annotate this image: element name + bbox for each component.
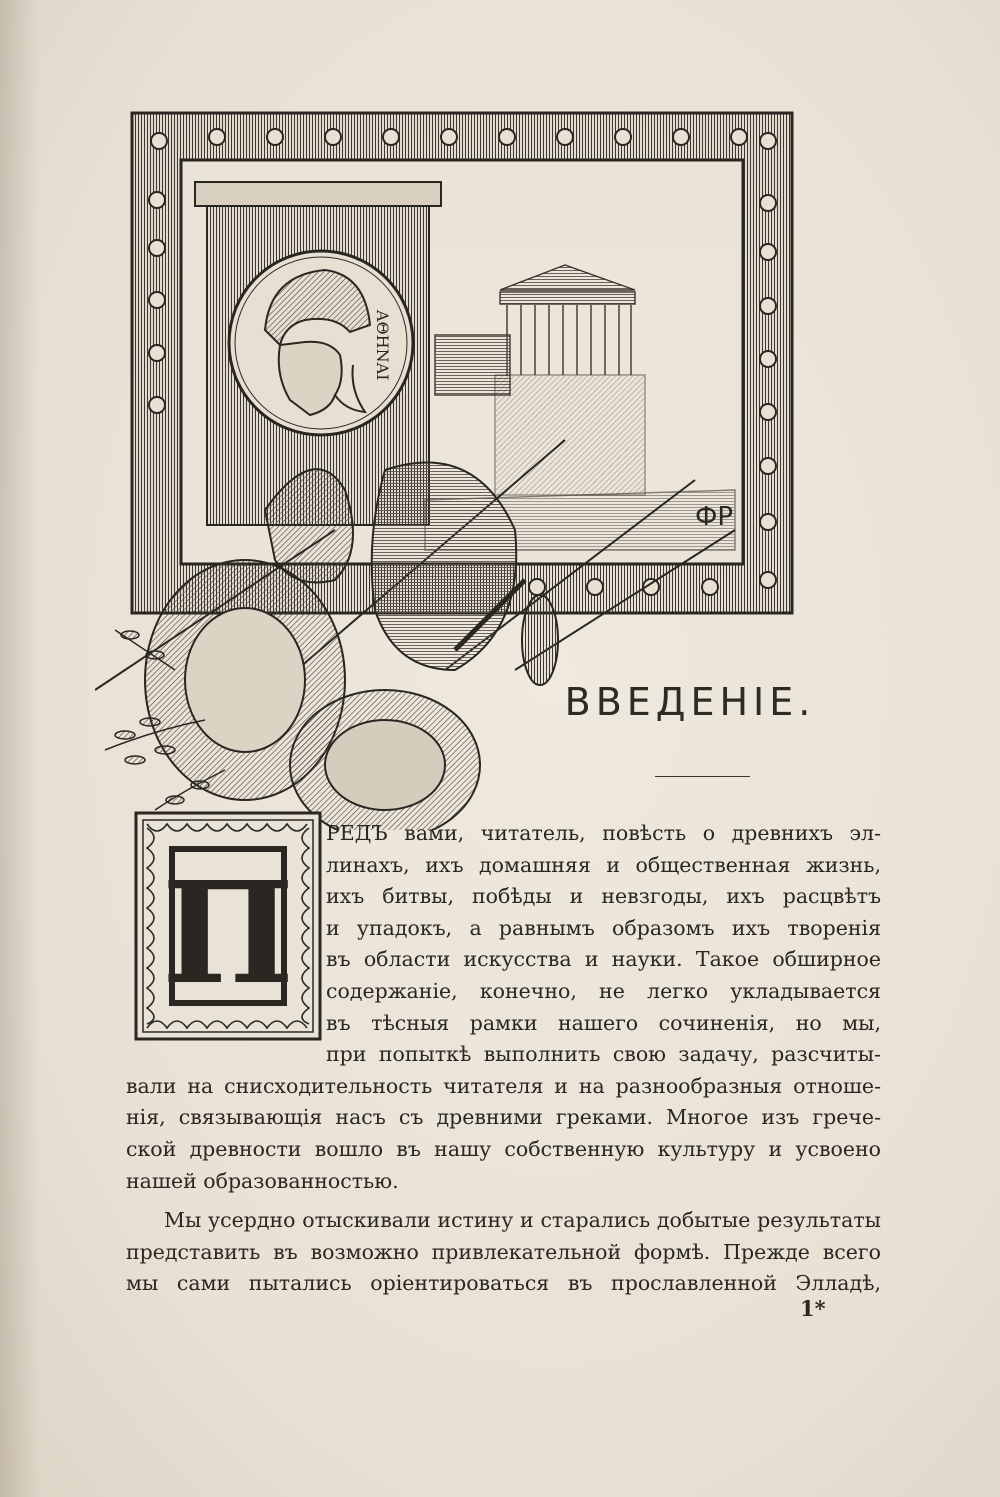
- text-line: линахъ, ихъ домашняя и общественная жизнь,: [326, 852, 881, 877]
- title-rule: [655, 776, 750, 777]
- text-line: представить въ возможно привлекательной формѣ. Прежде всего: [126, 1239, 881, 1264]
- text-line: ихъ битвы, побѣды и невзгоды, ихъ расцвѣтъ: [326, 884, 881, 909]
- text-line: вали на снисходительность читателя и на разнообразныя отноше-: [126, 1073, 881, 1098]
- text-line: и упадокъ, а равнымъ образомъ ихъ творенія: [326, 915, 881, 940]
- monogram: ФР: [695, 502, 734, 532]
- page-number: 1*: [800, 1296, 826, 1321]
- text-line: при попыткѣ выполнить свою задачу, разсчиты-: [326, 1042, 881, 1067]
- text-line: РЕДЪ вами, читатель, повѣсть о древнихъ эл-: [326, 821, 881, 845]
- body-text: [126, 818, 881, 1300]
- text-line: въ области искусства и науки. Такое обширное: [326, 947, 881, 972]
- text-line: содержаніе, конечно, не легко укладывается: [326, 978, 881, 1003]
- text-line: мы сами пытались оріентироваться въ прославленной Элладѣ,: [126, 1271, 881, 1296]
- gutter-shadow: [0, 0, 40, 1497]
- chapter-title: ВВЕДЕНІЕ.: [564, 680, 816, 724]
- medallion-inscription: ΑΘΗΝΑΙ: [373, 310, 392, 381]
- text-line: нашей образованностью.: [126, 1168, 399, 1193]
- drop-cap-letter: П: [161, 852, 295, 1016]
- text-line: Мы усердно отыскивали истину и старались добытые результаты: [164, 1208, 881, 1233]
- text-line: ской древности вошло въ нашу собственную культуру и усвоено: [126, 1136, 881, 1161]
- text-line: нія, связывающія насъ съ древними греками. Многое изъ грече-: [126, 1105, 881, 1130]
- text-line: въ тѣсныя рамки нашего сочиненія, но мы,: [326, 1010, 881, 1035]
